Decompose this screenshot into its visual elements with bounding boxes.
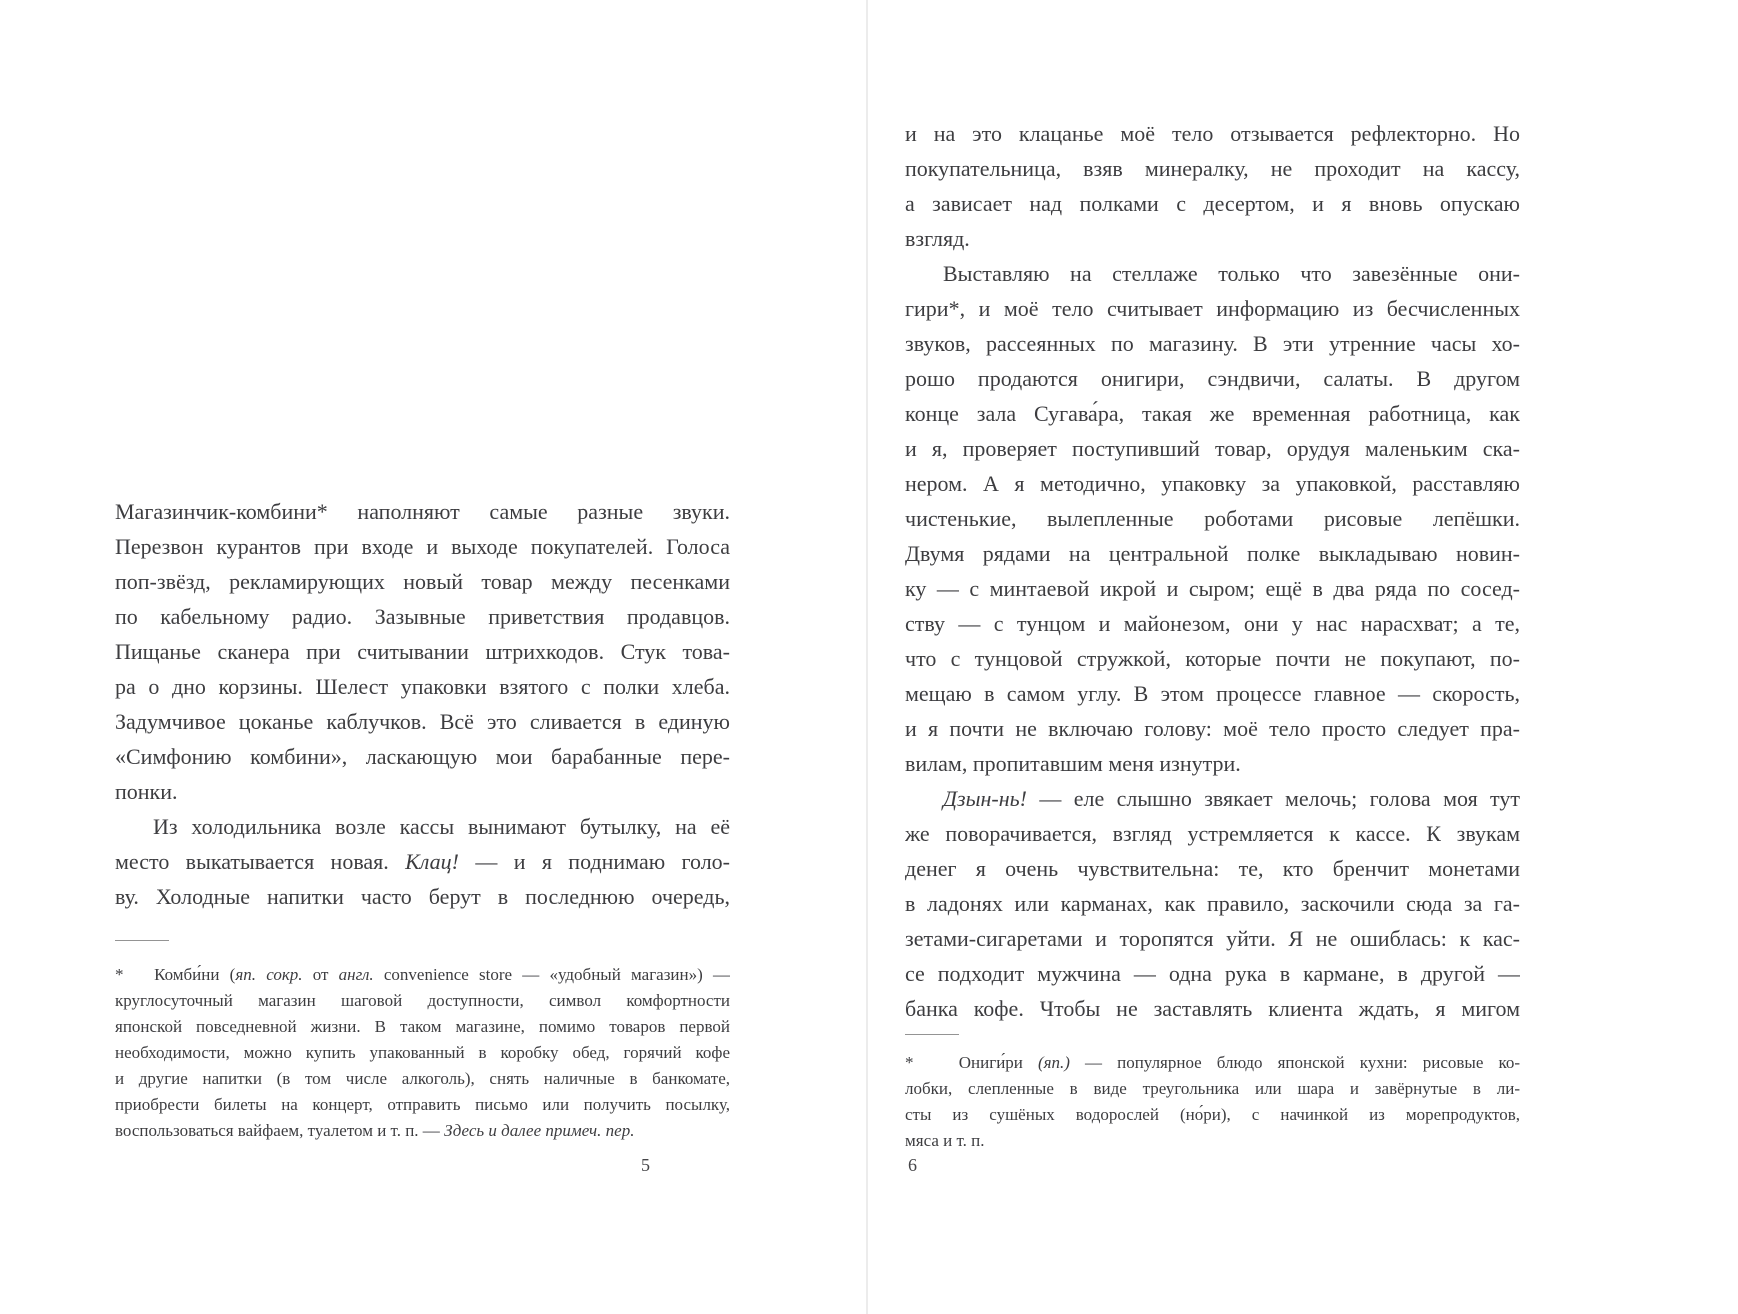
text-line: Пищанье сканера при считывании штрихкодов. Стук това- <box>115 639 730 664</box>
footnote-line: японской повседневной жизни. В таком магазине, помимо товаров первой <box>115 1017 730 1036</box>
page-number: 5 <box>641 1155 650 1175</box>
page-number: 6 <box>908 1155 917 1175</box>
text-line: Выставляю на стеллаже только что завезённые они- <box>943 261 1520 286</box>
footnote-line: приобрести билеты на концерт, отправить письмо или получить посылку, <box>115 1095 730 1114</box>
text-line: мещаю в самом углу. В этом процессе главное — скорость, <box>905 681 1520 706</box>
footnote-separator <box>905 1034 959 1035</box>
book-page-left <box>115 0 730 1314</box>
text-line: и я почти не включаю голову: моё тело просто следует пра- <box>905 716 1520 741</box>
footnote-line: мяса и т. п. <box>905 1131 985 1150</box>
text-line: чистенькие, вылепленные роботами рисовые лепёшки. <box>905 506 1520 531</box>
text-line: рошо продаются онигири, сэндвичи, салаты. В другом <box>905 366 1520 391</box>
text-line: денег я очень чувствительна: те, кто бренчит монетами <box>905 856 1520 881</box>
text-line: место выкатывается новая. Клац! — и я поднимаю голо- <box>115 849 730 874</box>
text-line: Магазинчик-комбини* наполняют самые разные звуки. <box>115 499 730 524</box>
text-line: ку — с минтаевой икрой и сыром; ещё в два ряда по сосед- <box>905 576 1520 601</box>
text-line: по кабельному радио. Зазывные приветствия продавцов. <box>115 604 730 629</box>
footnote-line: * Комби́ни (яп. сокр. от англ. convenience store — «удобный магазин») — <box>115 965 730 984</box>
footnote-left <box>115 962 730 1144</box>
text-line: Двумя рядами на центральной полке выкладываю новин- <box>905 541 1520 566</box>
text-line: Перезвон курантов при входе и выходе покупателей. Голоса <box>115 534 730 559</box>
text-line: понки. <box>115 779 178 804</box>
text-line: ству — с тунцом и майонезом, они у нас нарасхват; а те, <box>905 611 1520 636</box>
text-line: Дзын-нь! — еле слышно звякает мелочь; голова моя тут <box>943 786 1520 811</box>
footnote-line: и другие напитки (в том числе алкоголь), снять наличные в банкомате, <box>115 1069 730 1088</box>
book-page-right <box>905 0 1520 1314</box>
footnote-line: необходимости, можно купить упакованный в коробку обед, горячий кофе <box>115 1043 730 1062</box>
text-line: нером. А я методично, упаковку за упаковкой, расставляю <box>905 471 1520 496</box>
text-line: гири*, и моё тело считывает информацию из бесчисленных <box>905 296 1520 321</box>
footnote-line: * Ониги́ри (яп.) — популярное блюдо японской кухни: рисовые ко- <box>905 1053 1520 1072</box>
text-line: поп-звёзд, рекламирующих новый товар между песенками <box>115 569 730 594</box>
text-line: се подходит мужчина — одна рука в кармане, в другой — <box>905 961 1520 986</box>
footnote-line: лобки, слепленные в виде треугольника или шара и завёрнутые в ли- <box>905 1079 1520 1098</box>
main-text-left <box>115 494 730 914</box>
footnote-line: круглосуточный магазин шаговой доступности, символ комфортности <box>115 991 730 1010</box>
text-line: конце зала Сугава́ра, такая же временная работница, как <box>905 401 1520 426</box>
text-line: а зависает над полками с десертом, и я вновь опускаю <box>905 191 1520 216</box>
text-line: звуков, рассеянных по магазину. В эти утренние часы хо- <box>905 331 1520 356</box>
text-line: Из холодильника возле кассы вынимают бутылку, на её <box>153 814 730 839</box>
text-line: «Симфонию комбини», ласкающую мои барабанные пере- <box>115 744 730 769</box>
text-line: ра о дно корзины. Шелест упаковки взятого с полки хлеба. <box>115 674 730 699</box>
text-line: банка кофе. Чтобы не заставлять клиента ждать, я мигом <box>905 996 1520 1021</box>
footnote-line: сты из сушёных водорослей (но́ри), с начинкой из морепродуктов, <box>905 1105 1520 1124</box>
text-line: покупательница, взяв минералку, не проходит на кассу, <box>905 156 1520 181</box>
text-line: взгляд. <box>905 226 970 251</box>
text-line: что с тунцовой стружкой, которые почти не покупают, по- <box>905 646 1520 671</box>
footnote-line: воспользоваться вайфаем, туалетом и т. п. — Здесь и далее примеч. пер. <box>115 1121 635 1140</box>
text-line: в ладонях или карманах, как правило, заскочили сюда за га- <box>905 891 1520 916</box>
footnote-separator <box>115 940 169 941</box>
text-line: вилам, пропитавшим меня изнутри. <box>905 751 1241 776</box>
text-line: и на это клацанье моё тело отзывается рефлекторно. Но <box>905 121 1520 146</box>
text-line: зетами-сигаретами и торопятся уйти. Я не ошиблась: к кас- <box>905 926 1520 951</box>
text-line: Задумчивое цоканье каблучков. Всё это сливается в единую <box>115 709 730 734</box>
text-line: же поворачивается, взгляд устремляется к кассе. К звукам <box>905 821 1520 846</box>
text-line: и я, проверяет поступивший товар, орудуя маленьким ска- <box>905 436 1520 461</box>
footnote-right <box>905 1050 1520 1154</box>
text-line: ву. Холодные напитки часто берут в последнюю очередь, <box>115 884 730 909</box>
page-divider <box>866 0 868 1314</box>
main-text-right <box>905 116 1520 1026</box>
